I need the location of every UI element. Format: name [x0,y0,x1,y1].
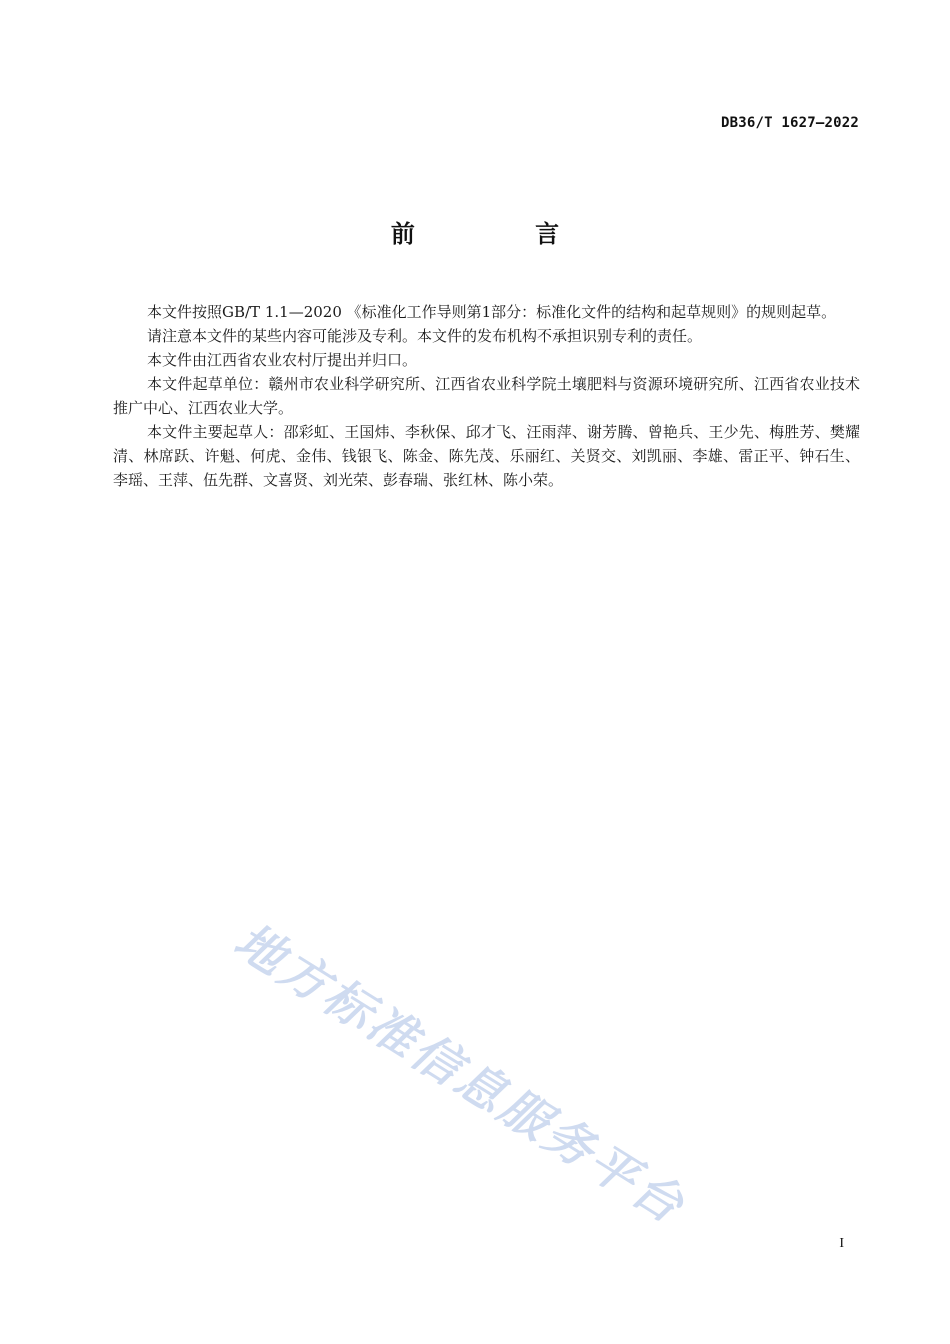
page-title: 前 言 [390,220,616,248]
document-code: DB36/T 1627—2022 [720,115,859,131]
paragraph-drafters: 本文件主要起草人：邵彩虹、王国炜、李秋保、邱才飞、汪雨萍、谢芳腾、曾艳兵、王少先、梅胜芳、樊耀清、林席跃、许魁、何虎、金伟、钱银飞、陈金、陈先茂、乐丽红、关贤交、刘凯丽、李雄、雷正平、钟石生、李瑶、王萍、伍先群、文喜贤、刘光荣、彭春瑞、张红林、陈小荣。 [113,423,860,489]
paragraph-patent-notice: 请注意本文件的某些内容可能涉及专利。本文件的发布机构不承担识别专利的责任。 [147,327,703,345]
foreword-body [113,300,860,492]
paragraph-drafting-units: 本文件起草单位：赣州市农业科学研究所、江西省农业科学院土壤肥料与资源环境研究所、江西省农业技术推广中心、江西农业大学。 [113,375,860,417]
watermark: 地方标准信息服务平台 [224,912,696,1236]
page-number: I [839,1236,844,1251]
paragraph-proposer: 本文件由江西省农业农村厅提出并归口。 [147,351,418,369]
paragraph-drafting-rules: 本文件按照GB/T 1.1—2020 《标准化工作导则第1部分：标准化文件的结构和起草规则》的规则起草。 [147,303,837,321]
